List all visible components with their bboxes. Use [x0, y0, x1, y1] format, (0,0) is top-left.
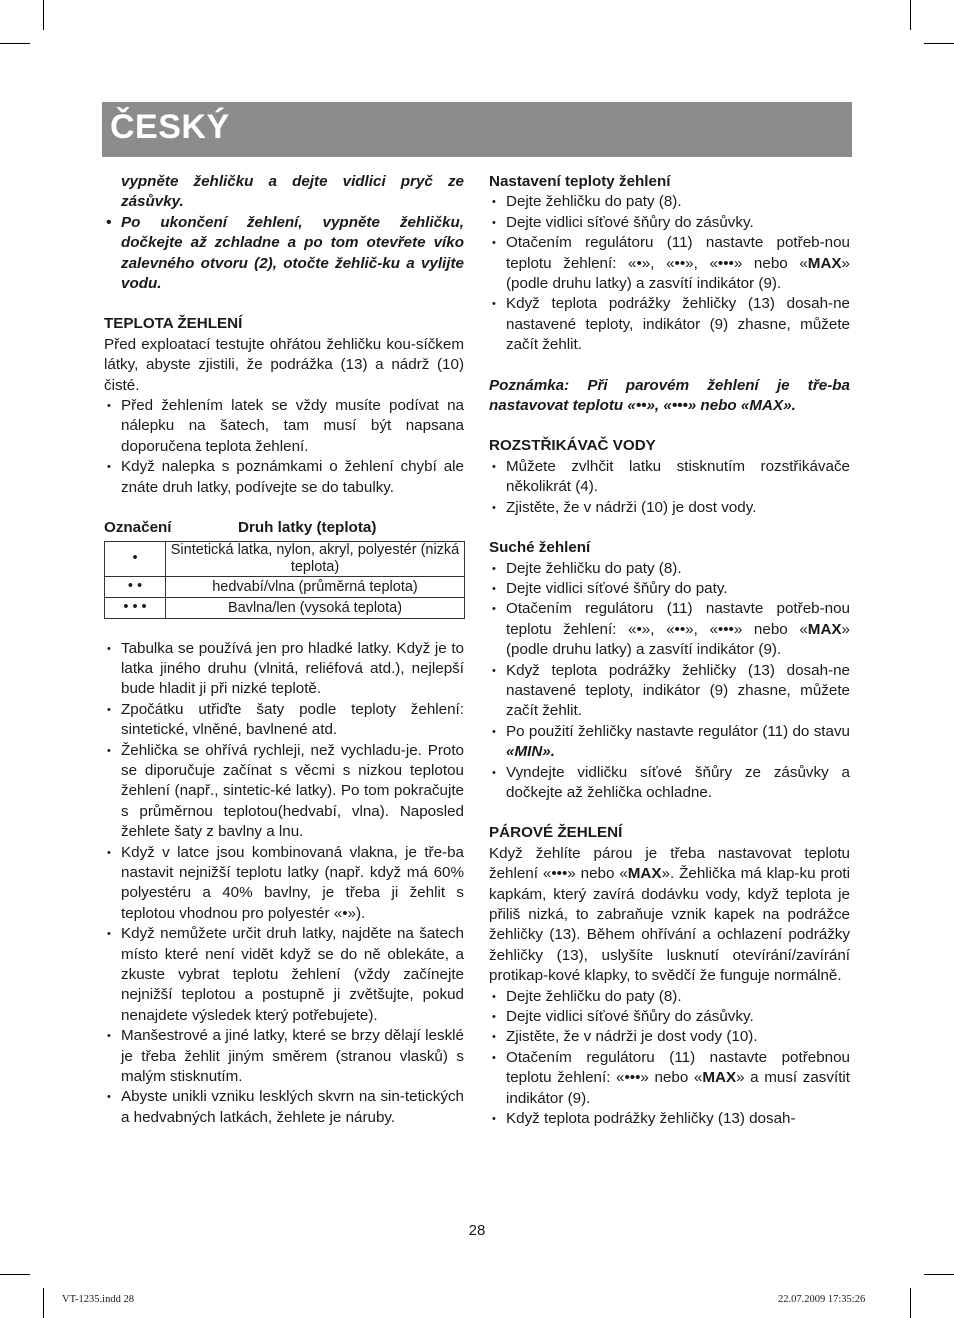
page-number: 28 [468, 1222, 486, 1239]
page-title: ČESKÝ [110, 108, 230, 146]
note: Poznámka: Při parovém žehlení je tře-ba nastavovat teplotu «••», «•••» nebo «MAX». [489, 376, 850, 415]
temperature-table [104, 541, 465, 619]
bullet-list [489, 559, 850, 804]
crop-mark [910, 1288, 911, 1318]
table-header [104, 518, 464, 538]
section-heading: PÁROVÉ ŽEHLENÍ [489, 824, 623, 842]
list-item: • Dejte vidlici síťové šňůry do paty. [489, 579, 850, 599]
section-heading: Nastavení teploty žehlení [489, 173, 671, 190]
list-item: • Když v latce jsou kombinovaná vlakna, je tře-ba nastavit nejnižší teplotu latky (např. když má 60% polyestéru a 40% bavlny, je třeba ji žehlit s teplotou vhodnou pro polyestér «•»). [104, 843, 464, 925]
table-col-symbol: Označení [104, 519, 172, 537]
crop-mark [0, 43, 30, 44]
list-item: • Vyndejte vidličku síťové šňůry ze zásůvky a dočkejte až žehlička ochladne. [489, 763, 850, 804]
language-header [102, 102, 852, 157]
list-item: • Manšestrové a jiné latky, které se brzy dělají lesklé je třeba žehlit jiným směrem (stranou vlasků) s malým stisknutím. [104, 1026, 464, 1087]
crop-mark [924, 43, 954, 44]
table-row [105, 541, 465, 576]
footer-file: VT-1235.indd 28 [62, 1294, 134, 1305]
left-column [104, 172, 464, 1128]
right-column [489, 172, 850, 1129]
list-item: • Když teplota podrážky žehličky (13) dosah-ne nastavené teploty, indikátor (9) zhasne, můžete začít žehlit. [489, 294, 850, 355]
crop-mark [0, 1274, 30, 1275]
crop-mark [43, 0, 44, 30]
intro-continuation: vypněte žehličku a dejte vidlici pryč ze zásůvky. [121, 173, 464, 211]
list-item: • Když nalepka s poznámkami o žehlení chybí ale znáte druh latky, podívejte se do tabulky. [104, 457, 464, 498]
table-cell: • • [105, 576, 166, 597]
section-heading: ROZSTŘIKÁVAČ VODY [489, 437, 656, 455]
bullet-list [489, 987, 850, 1130]
list-item: • Po použití žehličky nastavte regulátor (11) do stavu «MIN». [489, 722, 850, 763]
list-item: • Zjistěte, že v nádrži je dost vody (10). [489, 1027, 850, 1047]
bullet-list [104, 639, 464, 1129]
list-item: • Dejte žehličku do paty (8). [489, 987, 850, 1007]
list-item: • Dejte žehličku do paty (8). [489, 192, 850, 212]
list-item: • Otačením regulátoru (11) nastavte potřeb-nou teplotu žehlení: «•», «••», «•••» nebo «MAX» (podle druhu latky) a zasvítí indikátor (9). [489, 233, 850, 294]
list-item: • Můžete zvlhčit latku stisknutím rozstřikávače několikrát (4). [489, 457, 850, 498]
table-cell: Sintetická latka, nylon, akryl, polyestér (nizká teplota) [166, 541, 465, 576]
table-cell: Bavlna/len (vysoká teplota) [166, 597, 465, 618]
table-row [105, 576, 465, 597]
section-heading: Suché žehlení [489, 539, 591, 557]
list-item: • Dejte vidlici síťové šňůry do zásůvky. [489, 1007, 850, 1027]
list-item: • Žehlička se ohřívá rychleji, než vychladu-je. Proto se diporučuje začínat s věcmi s nizkou teplotou žehlení (např., sintetic-ké latky). Po tom pokračujte s průměrnou teplotou(hedvabí, vlna). Naposled žehlete šaty z bavlny a lnu. [104, 741, 464, 843]
list-item: • Když teplota podrážky žehličky (13) dosah-ne nastavené teploty, indikátor (9) zhasne, můžete začít žehlit. [489, 661, 850, 722]
list-item: • Tabulka se používá jen pro hladké latky. Když je to latka jiného druhu (vlnitá, reliéfová atd.), nejlepší bude hladit ji při nizké teplotě. [104, 639, 464, 700]
list-item: • Zjistěte, že v nádrži (10) je dost vody. [489, 498, 850, 518]
crop-mark [924, 1274, 954, 1275]
paragraph: Když žehlíte párou je třeba nastavovat teplotu žehlení «•••» nebo «MAX». Žehlička má klap-ku proti kapkám, který zavírá dodávku vody, když teplota je přiliš nizká, to zabraňuje vznik kapek na podrážce žehličky (13). Během ohřívání a ochlazení podrážky žehličky (13), uslyšíte lusknutí otevírání/zavírání protikap-kové klapky, to svědčí že funguje normálně. [489, 844, 850, 985]
list-item: • Před žehlením latek se vždy musíte podívat na nálepku na šatech, tam musí být napsana doporučena teplota žehlení. [104, 396, 464, 457]
table-cell: hedvabí/vlna (průměrná teplota) [166, 576, 465, 597]
list-item: • Dejte vidlici síťové šňůry do zásůvky. [489, 213, 850, 233]
table-cell: • [105, 541, 166, 576]
list-item: • Otačením regulátoru (11) nastavte potřebnou teplotu žehlení: «•••» nebo «MAX» a musí zasvítit indikátor (9). [489, 1048, 850, 1109]
list-item: • Abyste unikli vzniku lesklých skvrn na sin-tetických a hedvabných latkách, žehlete je náruby. [104, 1087, 464, 1128]
list-item: • Dejte žehličku do paty (8). [489, 559, 850, 579]
section-heading: TEPLOTA ŽEHLENÍ [104, 315, 243, 333]
bullet-list [104, 396, 464, 498]
table-col-fabric: Druh latky (teplota) [238, 519, 377, 537]
crop-mark [910, 0, 911, 30]
list-item: • Po ukončení žehlení, vypněte žehličku, dočkejte až zchladne a po tom otevřete víko zalevného otvoru (2), otočte žehlič-ku a vylijte vodu. [104, 213, 464, 295]
paragraph: Před exploatací testujte ohřátou žehličku kou-síčkem látky, abyste zjistili, že podrážka (13) a nádrž (10) čisté. [104, 335, 464, 394]
intro-list [104, 213, 464, 295]
list-item: • Když teplota podrážky žehličky (13) dosah- [489, 1109, 850, 1129]
bullet-list [489, 192, 850, 355]
list-item: • Otačením regulátoru (11) nastavte potřeb-nou teplotu žehlení: «•», «••», «•••» nebo «MAX» (podle druhu latky) a zasvítí indikátor (9). [489, 599, 850, 660]
crop-mark [43, 1288, 44, 1318]
bullet-list [489, 457, 850, 518]
table-cell: • • • [105, 597, 166, 618]
list-item: • Zpočátku utřiďte šaty podle teploty žehlení: sintetické, vlněné, bavlnené atd. [104, 700, 464, 741]
footer-timestamp: 22.07.2009 17:35:26 [778, 1294, 866, 1305]
list-item: • Když nemůžete určit druh latky, najděte na šatech místo které není vidět když se do ně oblekáte, a zkuste vybrat teplotu žehlení (vždy začínejte nejnižší teplotou a postupně ji zvětšujte, pokud nenajdete výsledek který potřebujete). [104, 924, 464, 1026]
table-row [105, 597, 465, 618]
